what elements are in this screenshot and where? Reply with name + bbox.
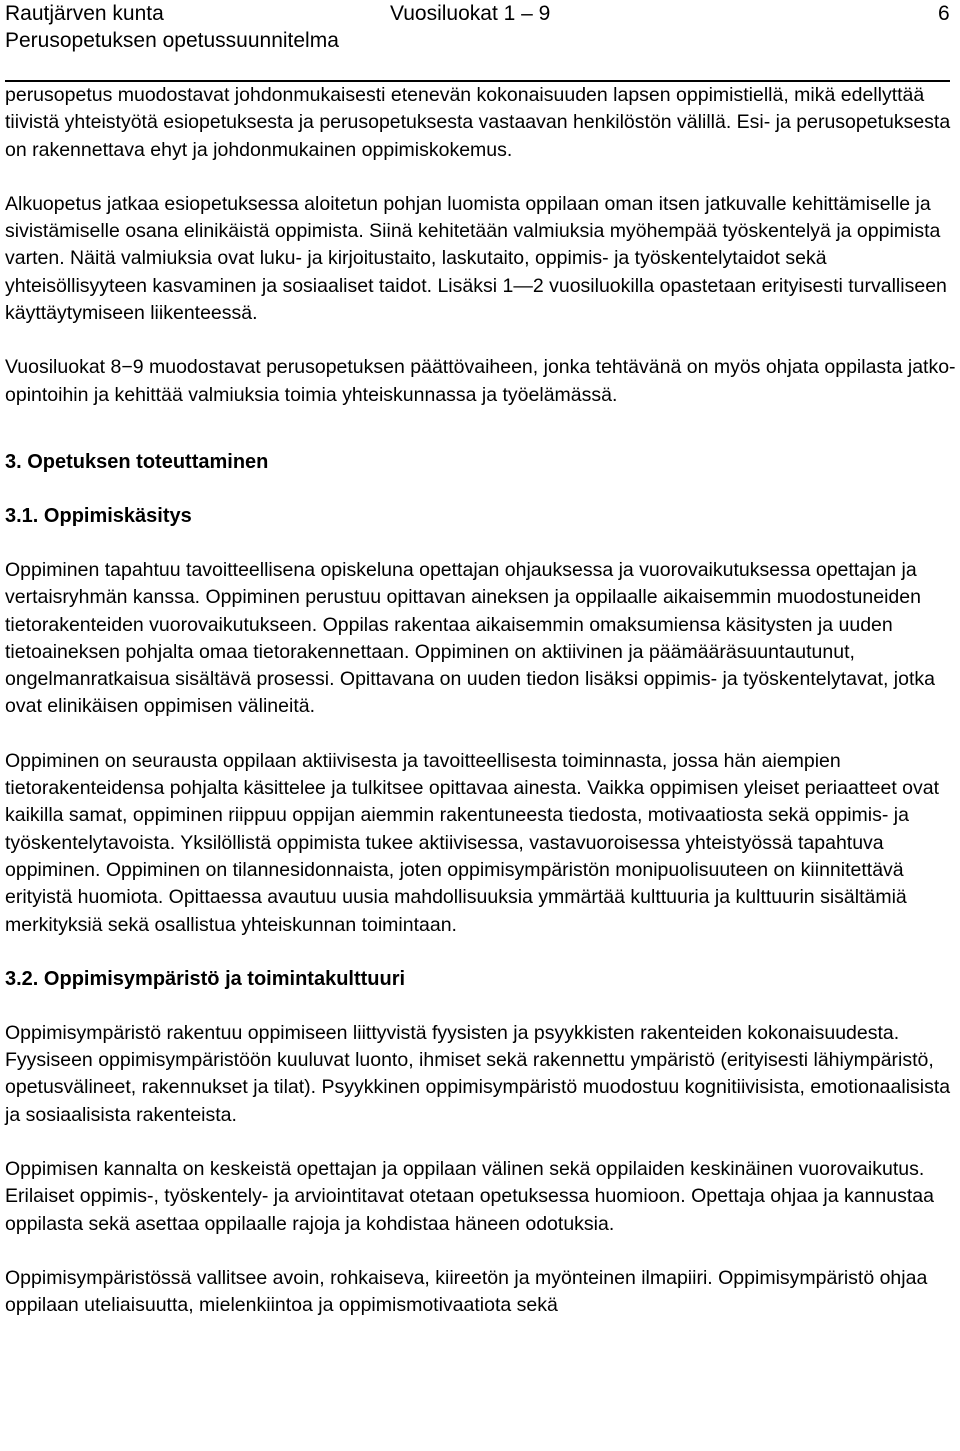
header-organization: Rautjärven kunta bbox=[5, 2, 164, 25]
paragraph-oppiminen-1: Oppiminen tapahtuu tavoitteellisena opiskeluna opettajan ohjauksessa ja vuorovaikutuksessa opettajan ja vertaisryhmän kanssa. Oppiminen perustuu opittavan aineksen ja oppilaalle aikaisemmin muodostuneiden tietorakenteiden vuorovaikutukseen. Oppilas rakentaa aikaisemmin omaksumiensa käsitysten ja uuden tietoaineksen pohjalta omaa tietorakennettaan. Oppiminen on aktiivinen ja päämääräsuuntautunut, ongelmanratkaisua sisältävä prosessi. Opittavana on uuden tiedon lisäksi oppimis- ja työskentelytavat, jotka ovat elinikäisen oppimisen välineitä. bbox=[5, 558, 936, 718]
paragraph-ymparisto-3: Oppimisympäristössä vallitsee avoin, rohkaiseva, kiireetön ja myönteinen ilmapiiri. Oppimisympäristö ohjaa oppilaan uteliaisuutta, mielenkiintoa ja oppimismotivaatiota sekä bbox=[5, 1266, 928, 1317]
paragraph-ymparisto-2: Oppimisen kannalta on keskeistä opettajan ja oppilaan välinen sekä oppilaiden keskinäinen vuorovaikutus. Erilaiset oppimis-, työskentely- ja arviointitavat otetaan opetuksessa huomioon. Opettaja ohjaa ja kannustaa oppilasta sekä asettaa oppilaalle rajoja ja kohdistaa häneen odotuksia. bbox=[5, 1158, 934, 1235]
header-document-title: Perusopetuksen opetussuunnitelma bbox=[5, 29, 339, 52]
paragraph-grades-8-9: Vuosiluokat 8−9 muodostavat perusopetuksen päättövaiheen, jonka tehtävänä on myös ohjata oppilasta jatko-opintoihin ja kehittää valmiuksia toimia yhteiskunnassa ja työelämässä. bbox=[5, 356, 956, 406]
paragraph-intro: perusopetus muodostavat johdonmukaisesti etenevän kokonaisuuden lapsen oppimistiellä, mikä edellyttää tiivistä yhteistyötä esiopetuksesta ja perusopetuksesta vastaavan henkilöstön välillä. Esi- ja perusopetuksesta on rakennettava ehyt ja johdonmukainen oppimiskokemus. bbox=[5, 84, 951, 161]
document-body bbox=[5, 82, 957, 1347]
header-grades: Vuosiluokat 1 – 9 bbox=[390, 2, 551, 25]
paragraph-alkuopetus: Alkuopetus jatkaa esiopetuksessa aloitetun pohjan luomista oppilaan oman itsen jatkuvalle kehittämiselle ja sivistämiselle osana elinikäistä oppimista. Siinä kehitetään valmiuksia myöhempää työskentelyä ja oppimista varten. Näitä valmiuksia ovat luku- ja kirjoitustaito, laskutaito, oppimis- ja työskentelytaidot sekä yhteisöllisyyteen kasvaminen ja sosiaaliset taidot. Lisäksi 1—2 vuosiluokilla opastetaan erityisesti turvalliseen käyttäytymiseen liikenteessä. bbox=[5, 192, 947, 325]
page-header bbox=[5, 0, 950, 82]
paragraph-oppiminen-2: Oppiminen on seurausta oppilaan aktiivisesta ja tavoitteellisesta toiminnasta, jossa hän aiempien tietorakenteidensa pohjalta käsittelee ja tulkitsee opittavaa ainesta. Vaikka oppimisen yleiset periaatteet ovat kaikilla samat, oppiminen riippuu oppijan aiemmin rakentuneesta tiedosta, motivaatiosta sekä oppimis- ja työskentelytavoista. Yksilöllistä oppimista tukee aktiivisessa, vastavuoroisessa yhteistyössä tapahtuva oppiminen. Oppiminen on tilannesidonnaista, joten oppimisympäristön monipuolisuuteen on kiinnitettävä erityistä huomiota. Opittaessa avautuu uusia mahdollisuuksia ymmärtää kulttuuria ja kulttuurin sisältämiä merkityksiä sekä osallistua yhteiskunnan toimintaan. bbox=[5, 749, 940, 936]
section-heading-3-2: 3.2. Oppimisympäristö ja toimintakulttuuri bbox=[5, 967, 406, 990]
section-heading-3-1: 3.1. Oppimiskäsitys bbox=[5, 504, 192, 527]
paragraph-ymparisto-1: Oppimisympäristö rakentuu oppimiseen liittyvistä fyysisten ja psyykkisten rakenteiden kokonaisuudesta. Fyysiseen oppimisympäristöön kuuluvat luonto, ihmiset sekä rakennettu ympäristö (erityisesti lähiympäristö, opetusvälineet, rakennukset ja tilat). Psyykkinen oppimisympäristö muodostuu kognitiivisista, emotionaalisista ja sosiaalisista rakenteista. bbox=[5, 1021, 951, 1126]
page-number: 6 bbox=[938, 2, 950, 25]
section-heading-3: 3. Opetuksen toteuttaminen bbox=[5, 450, 269, 473]
